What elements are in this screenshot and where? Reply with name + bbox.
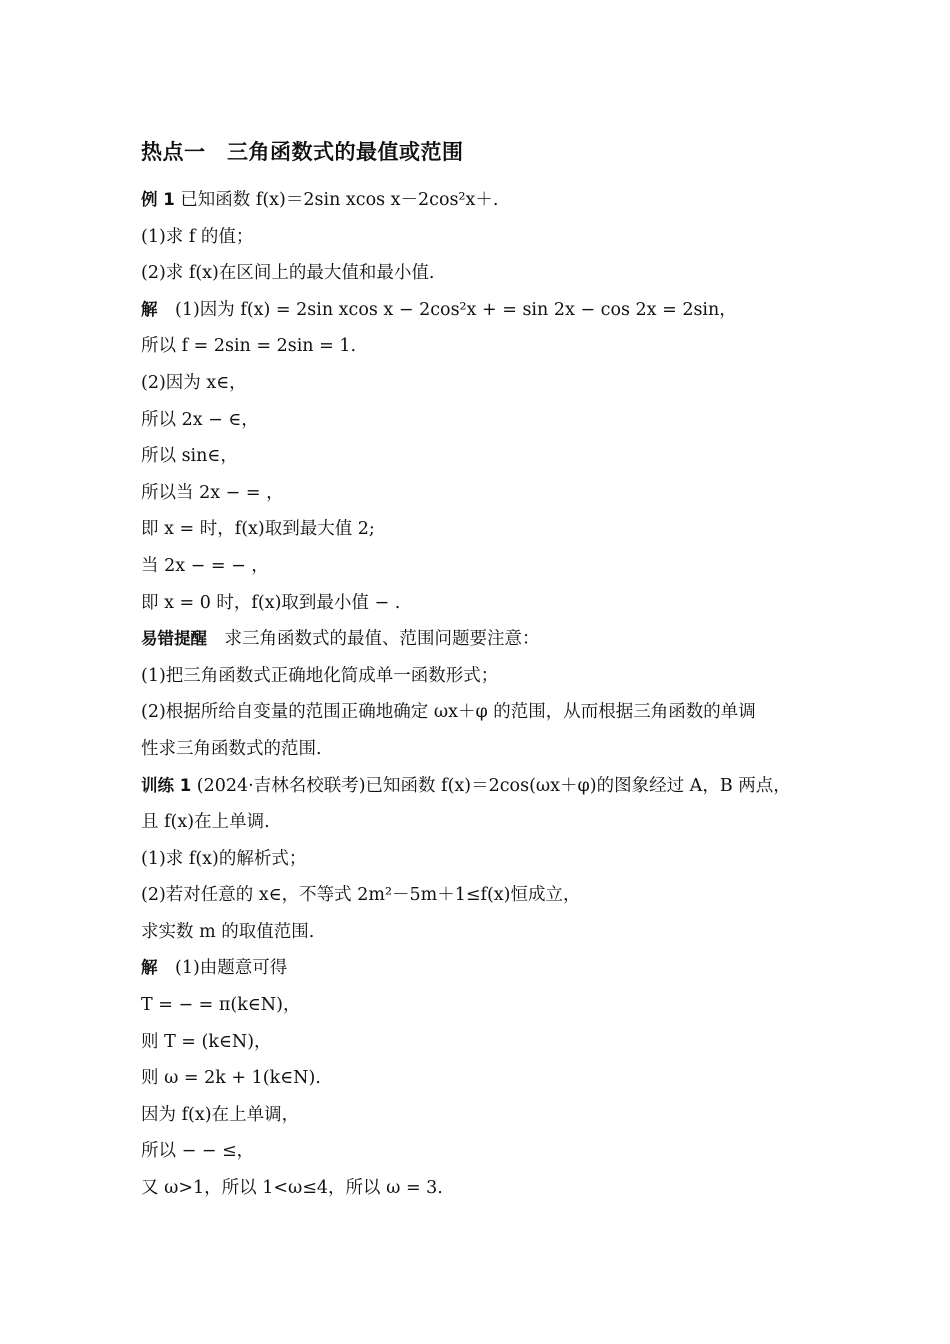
text-line <box>141 441 821 478</box>
text-line <box>141 844 821 881</box>
line-text: 求三角函数式的最值、范围问题要注意： <box>207 629 540 650</box>
text-line <box>141 514 821 551</box>
text-line <box>141 368 821 405</box>
text-line <box>141 222 821 259</box>
line-text: 则 ω = 2k + 1(k∈N). <box>141 1068 321 1089</box>
line-text: 又 ω>1，所以 1<ω≤4，所以 ω = 3. <box>141 1178 443 1199</box>
line-text: 所以 f = 2sin = 2sin = 1. <box>141 336 357 357</box>
text-line <box>141 771 821 808</box>
text-line <box>141 295 821 332</box>
line-text: 所以 − − ≤， <box>141 1141 255 1162</box>
text-line <box>141 1136 821 1173</box>
line-text: (1)把三角函数式正确地化简成单一函数形式； <box>141 665 499 686</box>
text-line <box>141 624 821 661</box>
line-text: 即 x = 0 时，f(x)取到最小值 − . <box>141 592 401 613</box>
line-text: 所以 2x − ∈， <box>141 409 259 430</box>
text-line <box>141 1173 821 1210</box>
text-line <box>141 1027 821 1064</box>
line-text: (2)根据所给自变量的范围正确地确定 ωx＋φ 的范围，从而根据三角函数的单调 <box>141 702 756 723</box>
text-line <box>141 185 821 222</box>
line-lead-label: 训练 1 <box>141 775 192 795</box>
text-line <box>141 807 821 844</box>
text-line <box>141 990 821 1027</box>
text-line <box>141 478 821 515</box>
line-lead-label: 解 <box>141 299 158 319</box>
text-line <box>141 880 821 917</box>
content-lines <box>141 185 821 1210</box>
line-text: (2)若对任意的 x∈，不等式 2m²－5m＋1≤f(x)恒成立， <box>141 885 581 906</box>
line-text: 所以当 2x − = ， <box>141 482 284 503</box>
line-text: 因为 f(x)在上单调， <box>141 1104 300 1125</box>
text-line <box>141 588 821 625</box>
text-line <box>141 697 821 734</box>
line-text: 求实数 m 的取值范围. <box>141 921 315 942</box>
line-lead-label: 例 1 <box>141 190 175 209</box>
line-lead-label: 易错提醒 <box>141 629 207 649</box>
text-line <box>141 661 821 698</box>
line-text: (1)求 f(x)的解析式； <box>141 848 307 869</box>
text-line <box>141 551 821 588</box>
line-text: 当 2x − = − ， <box>141 555 269 576</box>
line-text: 则 T = (k∈N)， <box>141 1031 272 1052</box>
line-text: 即 x = 时，f(x)取到最大值 2; <box>141 519 375 540</box>
line-text: 且 f(x)在上单调. <box>141 812 270 833</box>
text-line <box>141 1063 821 1100</box>
line-text: (1)因为 f(x) = 2sin xcos x − 2cos²x + = sin 2x − cos 2x = 2sin， <box>157 299 737 320</box>
section-heading: 热点一 三角函数式的最值或范围 <box>141 139 464 164</box>
line-lead-label: 解 <box>141 958 158 978</box>
line-text: (2)求 f(x)在区间上的最大值和最小值. <box>141 263 435 284</box>
text-line <box>141 1100 821 1137</box>
line-text: (1)求 f 的值； <box>141 226 254 247</box>
line-text: T = − = π(k∈N)， <box>141 995 301 1016</box>
text-line <box>141 258 821 295</box>
text-line <box>141 405 821 442</box>
line-text: 已知函数 f(x)＝2sin xcos x－2cos²x＋. <box>174 190 499 210</box>
text-line <box>141 734 821 771</box>
line-text: (1)由题意可得 <box>157 958 288 979</box>
line-text: (2)因为 x∈， <box>141 372 247 393</box>
text-line <box>141 917 821 954</box>
line-text: 所以 sin∈， <box>141 446 238 467</box>
line-text: (2024·吉林名校联考)已知函数 f(x)＝2cos(ωx＋φ)的图象经过 A，B 两点， <box>191 775 791 796</box>
text-line <box>141 953 821 990</box>
text-line <box>141 331 821 368</box>
line-text: 性求三角函数式的范围. <box>141 738 322 759</box>
